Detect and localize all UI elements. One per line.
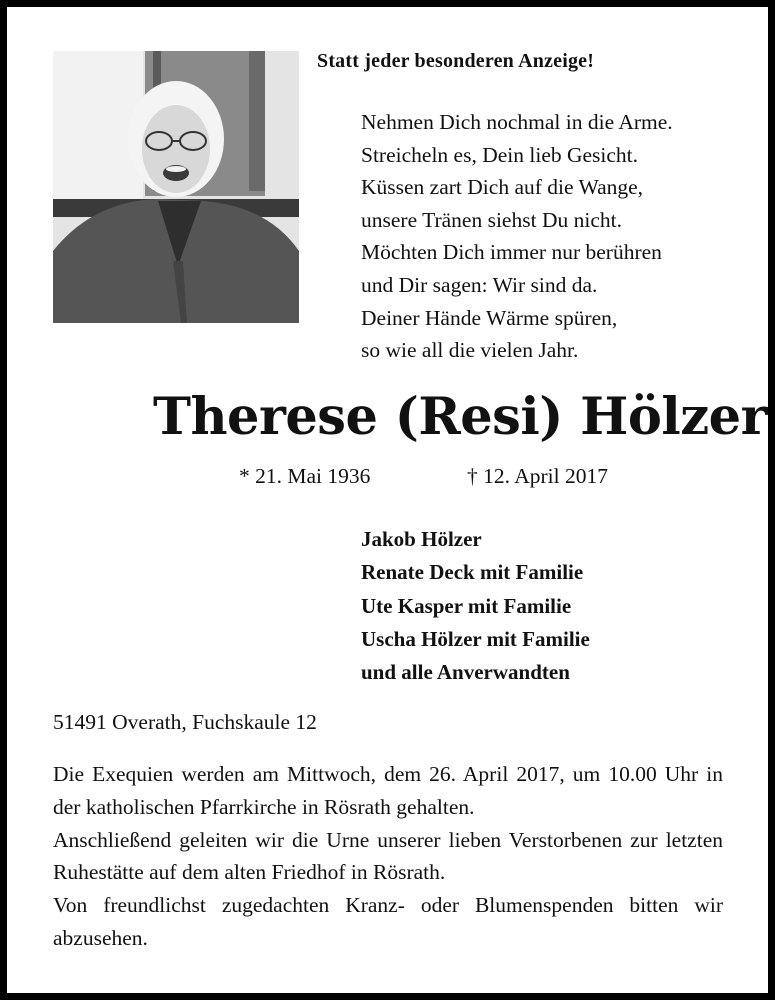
- funeral-details: [53, 758, 723, 955]
- portrait-photo: [53, 51, 299, 323]
- mourners-list: [361, 523, 590, 689]
- poem-line: Deiner Hände Wärme spüren,: [361, 305, 618, 330]
- mourner: und alle Anverwandten: [361, 660, 570, 685]
- family-address: 51491 Overath, Fuchskaule 12: [53, 710, 317, 734]
- poem-line: Möchten Dich immer nur berühren: [361, 240, 662, 265]
- death-date: † 12. April 2017: [467, 464, 608, 488]
- mourner: Uscha Hölzer mit Familie: [361, 626, 590, 651]
- poem-line: unsere Tränen siehst Du nicht.: [361, 207, 622, 232]
- notice-header: Statt jeder besonderen Anzeige!: [317, 50, 595, 72]
- poem: [361, 106, 673, 367]
- burial-paragraph: Anschließend geleiten wir die Urne unserer lieben Verstorbenen zur letzten Ruhestätte auf dem alten Friedhof in Rösrath.: [53, 827, 723, 885]
- poem-line: und Dir sagen: Wir sind da.: [361, 272, 598, 297]
- deceased-name: Therese (Resi) Hölzer: [153, 387, 768, 447]
- poem-line: Nehmen Dich nochmal in die Arme.: [361, 110, 673, 134]
- poem-line: so wie all die vielen Jahr.: [361, 338, 579, 363]
- poem-line: Küssen zart Dich auf die Wange,: [361, 175, 644, 200]
- flowers-paragraph: Von freundlichst zugedachten Kranz- oder Blumenspenden bitten wir abzusehen.: [53, 893, 723, 950]
- poem-line: Streicheln es, Dein lieb Gesicht.: [361, 142, 639, 167]
- funeral-paragraph: Die Exequien werden am Mittwoch, dem 26. April 2017, um 10.00 Uhr in der katholischen Pfarrkirche in Rösrath gehalten.: [53, 762, 723, 819]
- birth-date: * 21. Mai 1936: [239, 464, 371, 488]
- mourner: Jakob Hölzer: [361, 527, 482, 551]
- mourner: Renate Deck mit Familie: [361, 560, 584, 585]
- mourner: Ute Kasper mit Familie: [361, 593, 572, 618]
